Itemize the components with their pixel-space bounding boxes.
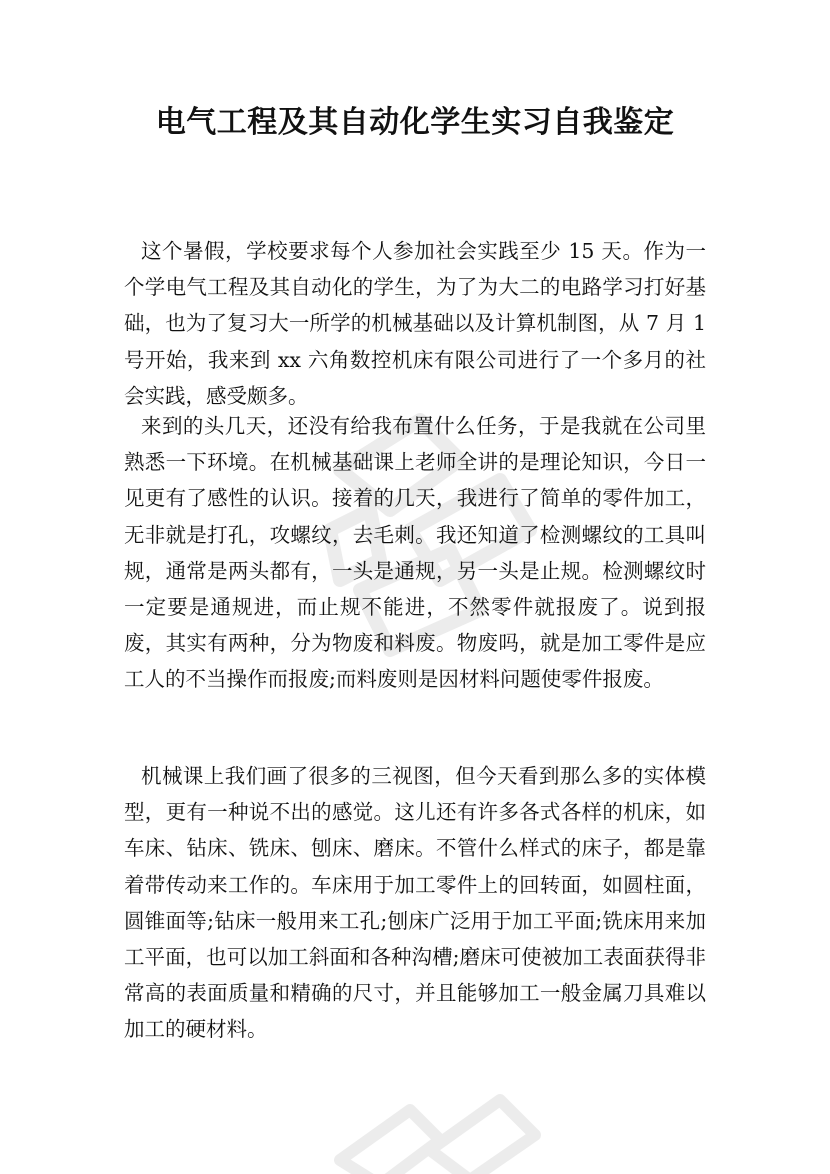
- document-title: 电气工程及其自动化学生实习自我鉴定: [155, 105, 675, 140]
- paragraph: 来到的头几天，还没有给我布置什么任务，于是我就在公司里熟悉一下环境。在机械基础课上老师全讲的是理论知识，今日一见更有了感性的认识。接着的几天，我进行了简单的零件加工，无非就是打孔，攻螺纹，去毛刺。我还知道了检测螺纹的工具叫规，通常是两头都有，一头是通规，另一头是止规。检测螺纹时一定要是通规进，而止规不能进，不然零件就报废了。说到报废，其实有两种，分为物废和料废。物废吗，就是加工零件是应工人的不当操作而报废;而料废则是因材料问题使零件报废。: [124, 414, 706, 692]
- paragraph: 机械课上我们画了很多的三视图，但今天看到那么多的实体模型，更有一种说不出的感觉。这儿还有许多各式各样的机床，如车床、钻床、铣床、刨床、磨床。不管什么样式的床子，都是靠着带传动来工作的。车床用于加工零件上的回转面，如圆柱面，圆锥面等;钻床一般用来工孔;刨床广泛用于加工平面;铣床用来加工平面，也可以加工斜面和各种沟槽;磨床可使被加工表面获得非常高的表面质量和精确的尺寸，并且能够加工一般金属刀具难以加工的硬材料。: [124, 764, 706, 1042]
- watermark-logo-icon: [320, 1060, 560, 1174]
- paragraph: 这个暑假，学校要求每个人参加社会实践至少 15 天。作为一个学电气工程及其自动化的学生，为了为大二的电路学习打好基础，也为了复习大一所学的机械基础以及计算机制图，从 7 月 1 号开始，我来到 xx 六角数控机床有限公司进行了一个多月的社会实践，感受颇多。: [124, 239, 706, 408]
